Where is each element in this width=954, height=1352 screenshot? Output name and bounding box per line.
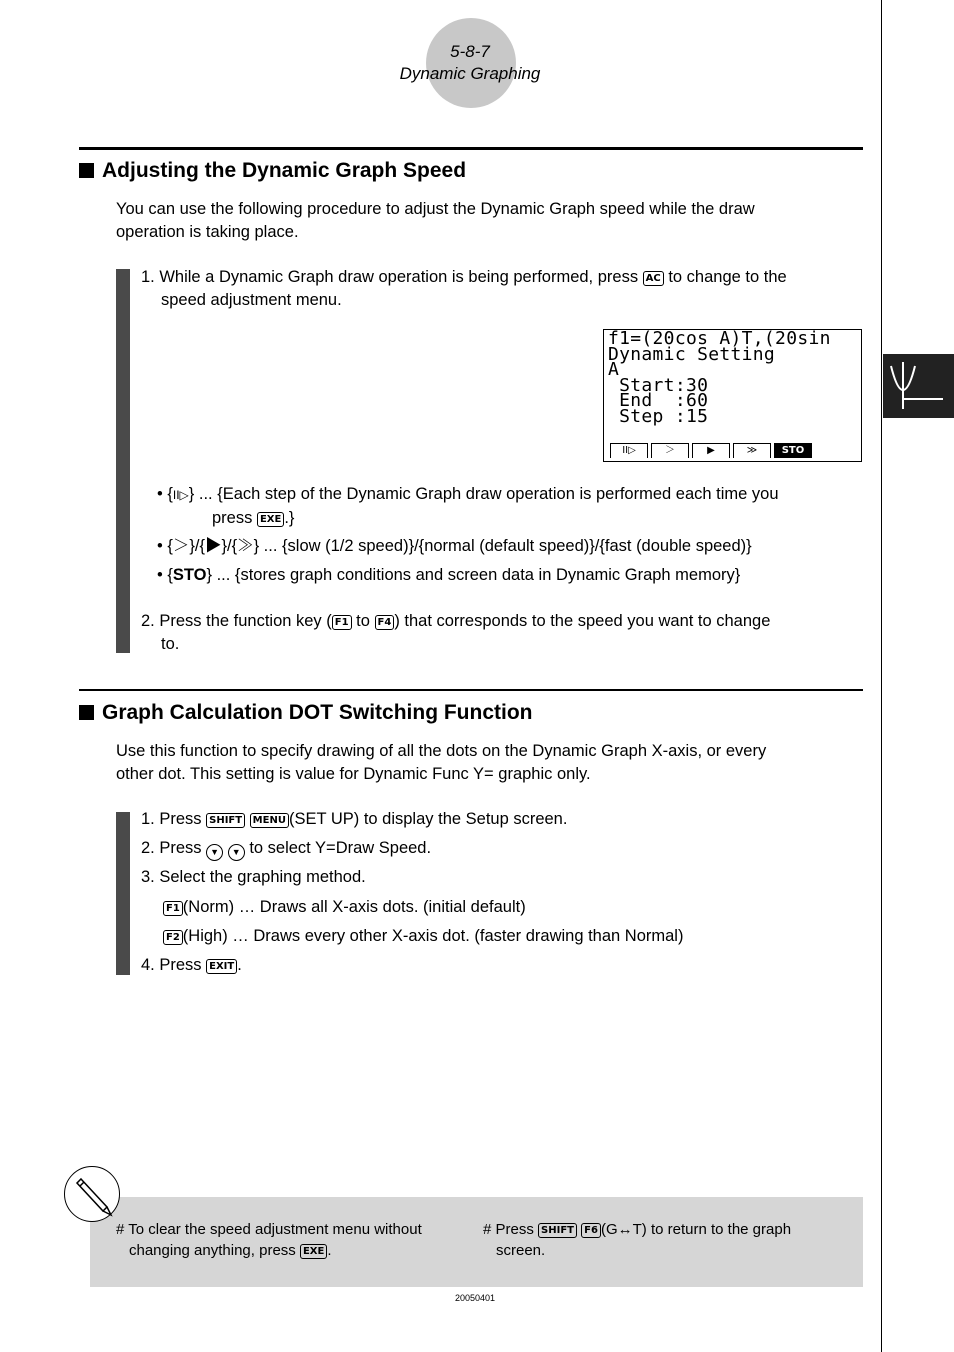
section-divider <box>79 147 863 150</box>
step-icon: II▷ <box>172 488 189 502</box>
f2-key-icon: F2 <box>163 930 183 945</box>
fkey-slow: ＞ <box>651 443 689 458</box>
section-intro: Use this function to specify drawing of all the dots on the Dynamic Graph X-axis, or every other dot. This setting is value for Dynamic Func Y= graphic only. <box>116 742 767 783</box>
section-heading: Graph Calculation DOT Switching Function <box>79 701 533 725</box>
bullet-step: • {II▷} ... {Each step of the Dynamic Graph draw operation is performed each time you press EXE .} <box>157 485 779 527</box>
option-high: F2 (High) … Draws every other X-axis dot. (faster drawing than Normal) <box>163 925 683 948</box>
fkey-fast: ≫ <box>733 443 771 458</box>
fkey-step: II▷ <box>610 443 648 458</box>
exe-key-icon: EXE <box>257 512 284 527</box>
setup-step-4: 4. Press EXIT . <box>141 956 242 974</box>
f1-key-icon: F1 <box>332 615 352 630</box>
f1-key-icon: F1 <box>163 901 183 916</box>
section-heading: Adjusting the Dynamic Graph Speed <box>79 159 466 183</box>
step-2: 2. Press the function key ( F1 to F4 ) that corresponds to the speed you want to change to. <box>141 612 771 653</box>
graph-icon <box>883 354 954 418</box>
chapter-tab <box>883 354 954 418</box>
function-key-menu <box>610 443 812 458</box>
bullet-sto: • {STO} ... {stores graph conditions and screen data in Dynamic Graph memory} <box>157 566 741 584</box>
setup-step-3: 3. Select the graphing method. <box>141 868 366 886</box>
setup-step-1: 1. Press SHIFT MENU (SET UP) to display the Setup screen. <box>141 810 568 828</box>
fkey-sto: STO <box>774 443 812 458</box>
procedure-bar <box>116 269 130 653</box>
note-right: # Press SHIFT F6 (G↔T) to return to the graph screen. <box>483 1221 792 1259</box>
square-bullet-icon <box>79 705 94 720</box>
pencil-icon <box>64 1166 120 1222</box>
footer-code: 20050401 <box>454 1293 496 1303</box>
f4-key-icon: F4 <box>375 615 395 630</box>
square-bullet-icon <box>79 163 94 178</box>
f6-key-icon: F6 <box>581 1223 601 1238</box>
option-norm: F1 (Norm) … Draws all X-axis dots. (initial default) <box>163 896 526 919</box>
menu-key-icon: MENU <box>250 813 289 828</box>
cursor-down-icon: ▼ <box>228 844 245 861</box>
fkey-normal: ▶ <box>692 443 730 458</box>
section-divider <box>79 689 863 691</box>
setup-step-2: 2. Press ▼ ▼ to select Y=Draw Speed. <box>141 837 431 861</box>
shift-key-icon: SHIFT <box>538 1223 577 1238</box>
section-intro: You can use the following procedure to adjust the Dynamic Graph speed while the draw operation is taking place. <box>116 200 755 241</box>
note-left: # To clear the speed adjustment menu without changing anything, press EXE . <box>116 1221 422 1259</box>
shift-key-icon: SHIFT <box>206 813 245 828</box>
exit-key-icon: EXIT <box>206 959 237 974</box>
calculator-screen: f1=(20cos A)T,(20sin Dynamic Setting A Start:30 End :60 Step :15 II▷ ＞ ▶ ≫ STO <box>603 329 862 462</box>
bullet-speeds: • {＞}/{▶}/{≫} ... {slow (1/2 speed)}/{normal (default speed)}/{fast (double speed)} <box>157 537 752 555</box>
right-margin-line <box>881 0 882 1352</box>
header-circle <box>426 18 516 108</box>
page-number: 5-8-7 <box>450 42 490 61</box>
cursor-down-icon: ▼ <box>206 844 223 861</box>
exe-key-icon: EXE <box>300 1244 327 1259</box>
procedure-bar <box>116 812 130 975</box>
section-title: Dynamic Graphing <box>399 64 541 83</box>
step-1: 1. While a Dynamic Graph draw operation is being performed, press AC to change to the speed adjustment menu. <box>141 268 787 309</box>
ac-key-icon: AC <box>643 271 664 286</box>
